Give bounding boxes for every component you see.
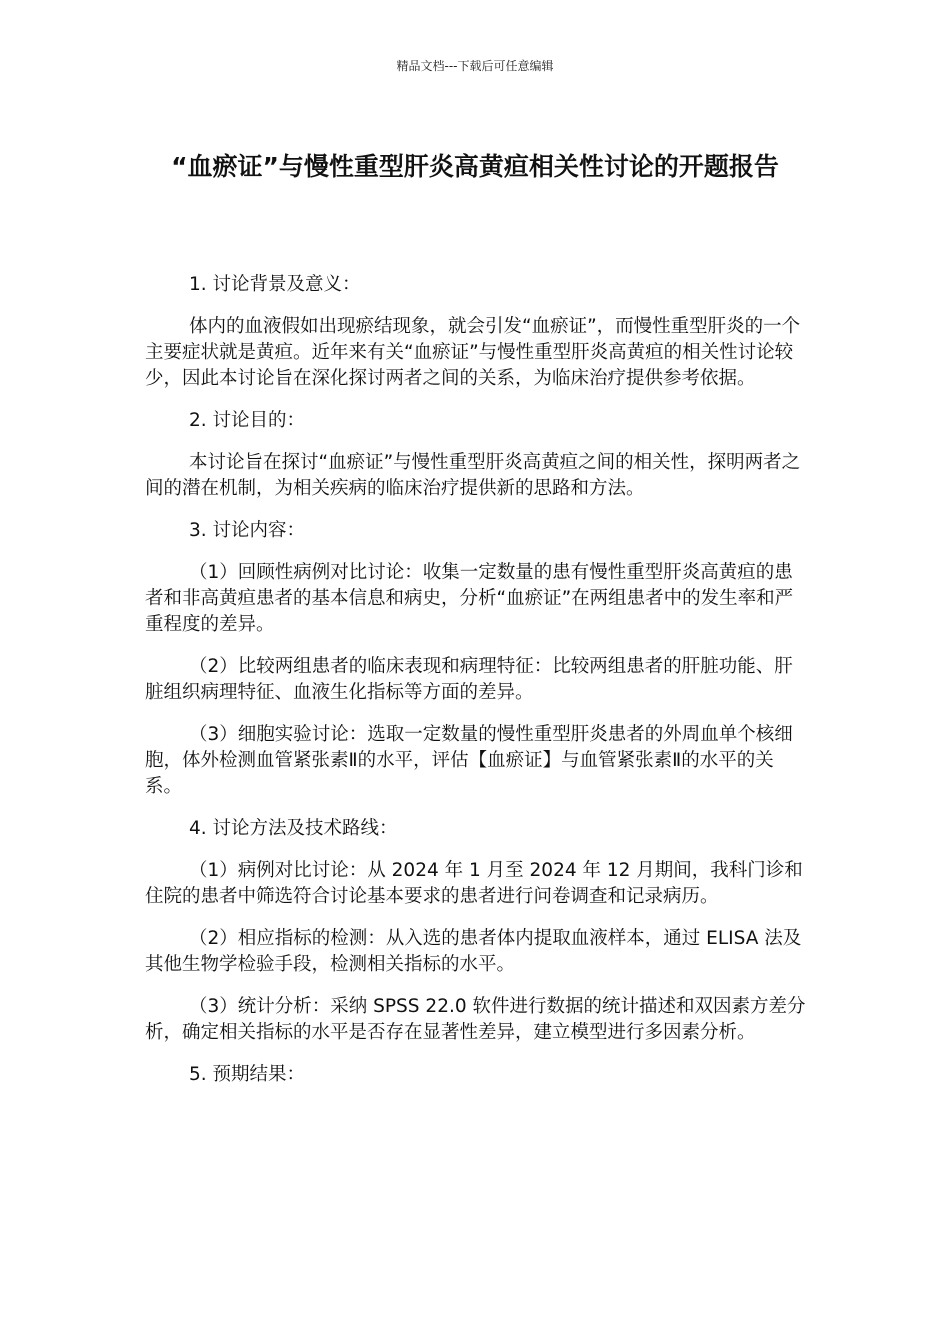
document-body <box>145 272 809 1104</box>
section-heading-content: 3. 讨论内容： <box>189 520 306 541</box>
section-heading-expected-results: 5. 预期结果： <box>189 1064 306 1085</box>
content-item-2: （2）比较两组患者的临床表现和病理特征：比较两组患者的肝脏功能、肝脏组织病理特征、血液生化指标等方面的差异。 <box>145 656 793 703</box>
method-item-1: （1）病例对比讨论：从 2024 年 1 月至 2024 年 12 月期间，我科门诊和住院的患者中筛选符合讨论基本要求的患者进行问卷调查和记录病历。 <box>145 860 803 907</box>
content-item-1: （1）回顾性病例对比讨论：收集一定数量的患有慢性重型肝炎高黄疸的患者和非高黄疸患者的基本信息和病史，分析“血瘀证”在两组患者中的发生率和严重程度的差异。 <box>145 562 794 635</box>
section-heading-methods: 4. 讨论方法及技术路线： <box>189 818 398 839</box>
paragraph-background: 体内的血液假如出现瘀结现象，就会引发“血瘀证”，而慢性重型肝炎的一个主要症状就是黄疸。近年来有关“血瘀证”与慢性重型肝炎高黄疸的相关性讨论较少，因此本讨论旨在深化探讨两者之间的关系，为临床治疗提供参考依据。 <box>145 316 801 389</box>
document-title: “血瘀证”与慢性重型肝炎高黄疸相关性讨论的开题报告 <box>171 152 779 181</box>
method-item-3: （3）统计分析：采纳 SPSS 22.0 软件进行数据的统计描述和双因素方差分析，确定相关指标的水平是否存在显著性差异，建立模型进行多因素分析。 <box>145 996 806 1043</box>
content-item-3: （3）细胞实验讨论：选取一定数量的慢性重型肝炎患者的外周血单个核细胞，体外检测血管紧张素Ⅱ的水平，评估【血瘀证】与血管紧张素Ⅱ的水平的关系。 <box>145 724 793 797</box>
section-heading-purpose: 2. 讨论目的： <box>189 410 306 431</box>
header-note: 精品文档---下载后可任意编辑 <box>396 59 554 73</box>
paragraph-purpose: 本讨论旨在探讨“血瘀证”与慢性重型肝炎高黄疸之间的相关性，探明两者之间的潜在机制，为相关疾病的临床治疗提供新的思路和方法。 <box>145 452 801 499</box>
section-heading-background: 1. 讨论背景及意义： <box>189 274 361 295</box>
method-item-2: （2）相应指标的检测：从入选的患者体内提取血液样本，通过 ELISA 法及其他生物学检验手段，检测相关指标的水平。 <box>145 928 802 975</box>
